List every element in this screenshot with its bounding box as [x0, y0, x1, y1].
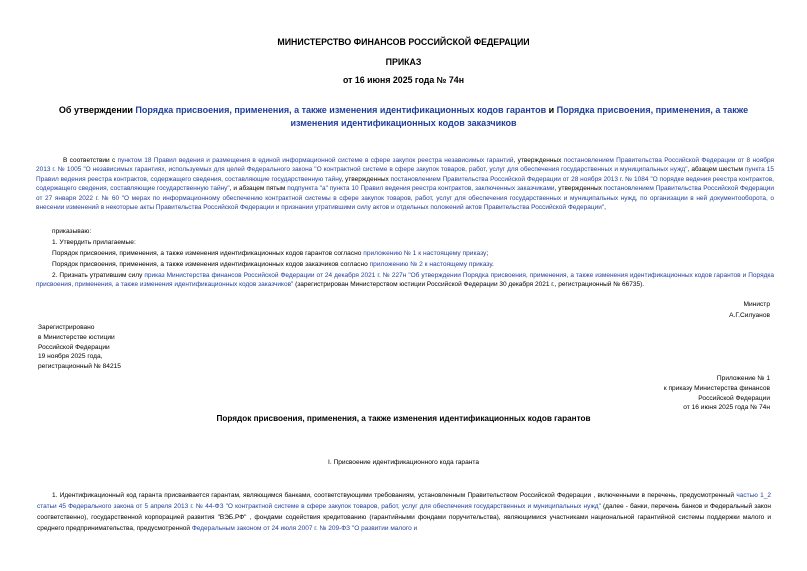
item-1a-text: Порядок присвоения, применения, а также изменения идентификационных кодов гарантов согласно — [52, 250, 364, 257]
signature-position: Министр — [743, 301, 770, 308]
preamble-link[interactable]: постановлением Правительства Российской Федерации от 27 января 2022 г. № 60 "О мерах по информационному обеспечению контрактной системы в сфере закупок товаров, работ, услуг для обеспечения государственных и муниципальных нужд, по организации в ней документооборота, о внесении изменений в некоторые акты Правительства Российской Федерации и признании утратившими силу актов и отдельных положений актов Правительства Российской Федерации" — [36, 185, 774, 212]
point-1-text: (далее - банки, перечень банков и Федеральный закон соответственно), государственной корпорацией развития "ВЭБ.РФ" , фондами содействия кредитованию (гарантийными фондами поручительства), являющимися участниками национальной гарантийной системы поддержки малого и среднего предпринимательства, предусмотренной — [37, 503, 771, 532]
item-1a-end: ; — [486, 250, 489, 257]
item-2-text: (зарегистрирован Министерством юстиции Российской Федерации 30 декабря 2021 г., регистрационный № 66735). — [293, 281, 645, 289]
title-mid: и — [546, 105, 557, 115]
law-44fz-link[interactable]: частью 1_2 статьи 45 Федерального закона от 5 апреля 2013 г. № 44-ФЗ "О контрактной системе в сфере закупок товаров, работ, услуг для обеспечения государственных и муниципальных нужд" — [37, 492, 771, 510]
item-2-paragraph — [36, 271, 774, 290]
doc-date-number: от 16 июня 2025 года № 74н — [342, 75, 465, 85]
preamble-text: , и абзацем пятым — [229, 185, 288, 193]
item-1b — [52, 261, 494, 268]
item-2-text: 2. Признать утратившим силу — [52, 272, 145, 279]
appendix-line: к приказу Министерства финансов — [663, 384, 770, 392]
item-1: 1. Утвердить прилагаемые: — [52, 239, 136, 246]
preamble-text: , абзацем шестым — [687, 166, 745, 174]
chapter-heading: I. Присвоение идентификационного кода гаранта — [328, 459, 479, 466]
appendix-2-link[interactable]: приложению № 2 к настоящему приказу — [369, 261, 493, 268]
item-1b-text: Порядок присвоения, применения, а также изменения идентификационных кодов заказчиков согласно — [52, 261, 370, 268]
appendix-block — [664, 374, 770, 413]
title-link-guarantors[interactable]: Порядка присвоения, применения, а также изменения идентификационных кодов гарантов — [135, 105, 547, 115]
appendix-line: Российской Федерации — [698, 394, 770, 402]
law-209fz-link[interactable]: Федеральным законом от 24 июля 2007 г. № 209-ФЗ "О развитии малого и — [191, 525, 418, 532]
point-1-paragraph — [37, 490, 771, 534]
appendix-line: от 16 июня 2025 года № 74н — [683, 404, 770, 412]
preamble-paragraph — [36, 156, 774, 212]
ministry-heading: МИНИСТЕРСТВО ФИНАНСОВ РОССИЙСКОЙ ФЕДЕРАЦИИ — [277, 37, 530, 47]
appendix-line: Приложение № 1 — [716, 375, 770, 382]
preamble-link[interactable]: подпункта "а" пункта 10 Правил ведения реестра контрактов, заключенных заказчиками — [287, 185, 555, 193]
point-1-text: 1. Идентификационный код гаранта присваивается гарантам, являющимся банками, соответствующими требованиям, установленным Правительством Российской Федерации — [52, 492, 592, 499]
appendix-1-link[interactable]: приложению № 1 к настоящему приказу — [363, 250, 487, 257]
signature-name: А.Г.Силуанов — [729, 312, 770, 319]
section-title: Порядок присвоения, применения, а также изменения идентификационных кодов гарантов — [216, 414, 591, 423]
preamble-text: В соответствии с — [63, 157, 118, 164]
registration-line: Зарегистрировано — [38, 324, 95, 331]
doc-type-heading: ПРИКАЗ — [385, 57, 422, 67]
registration-line: регистрационный № 84215 — [38, 363, 121, 371]
preamble-text: , утвержденных — [341, 175, 391, 183]
registration-block — [38, 323, 121, 372]
preamble-link[interactable]: пунктом 18 Правил ведения и размещения в единой информационной системе в сфере закупок реестра независимых гарантий — [117, 157, 514, 164]
item-1a — [52, 250, 488, 257]
registration-line: 19 ноября 2025 года, — [38, 353, 103, 361]
title-link-customers[interactable]: Порядка присвоения, применения, а также изменения идентификационных кодов заказчиков — [290, 105, 749, 128]
preamble-text: , утвержденных — [554, 185, 604, 193]
registration-line: Российской Федерации — [38, 343, 110, 351]
preamble-text: , — [604, 204, 606, 212]
preamble-text: , утвержденных — [513, 157, 564, 164]
repealed-order-link[interactable]: приказ Министерства финансов Российской Федерации от 24 декабря 2021 г. № 227н "Об утверждении Порядка присвоения, применения, а также изменения идентификационных кодов гарантов и Порядка присвоения, применения, а также изменения идентификационных кодов заказчиков" — [36, 272, 774, 289]
preamble-link[interactable]: постановлением Правительства Российской Федерации от 8 ноября 2013 г. № 1005 "О независимых гарантиях, используемых для целей Федерального закона "О контрактной системе в сфере закупок товаров, работ, услуг для обеспечения государственных и муниципальных нужд" — [36, 157, 775, 174]
order-word: приказываю: — [52, 228, 92, 235]
registration-line: в Министерстве юстиции — [38, 333, 115, 341]
title-prefix: Об утверждении — [58, 105, 136, 115]
preamble-link[interactable]: постановлением Правительства Российской Федерации от 28 ноября 2013 г. № 1084 "О порядке ведения реестра контрактов, содержащего сведения, составляющие государственную тайну" — [36, 175, 774, 193]
item-1b-end: . — [492, 261, 494, 268]
order-title — [40, 104, 767, 130]
preamble-link[interactable]: пункта 15 Правил ведения реестра контрактов, содержащего сведения, составляющие государственную тайну — [36, 166, 774, 183]
point-1-text: , включенными в перечень, предусмотренный — [591, 492, 737, 499]
